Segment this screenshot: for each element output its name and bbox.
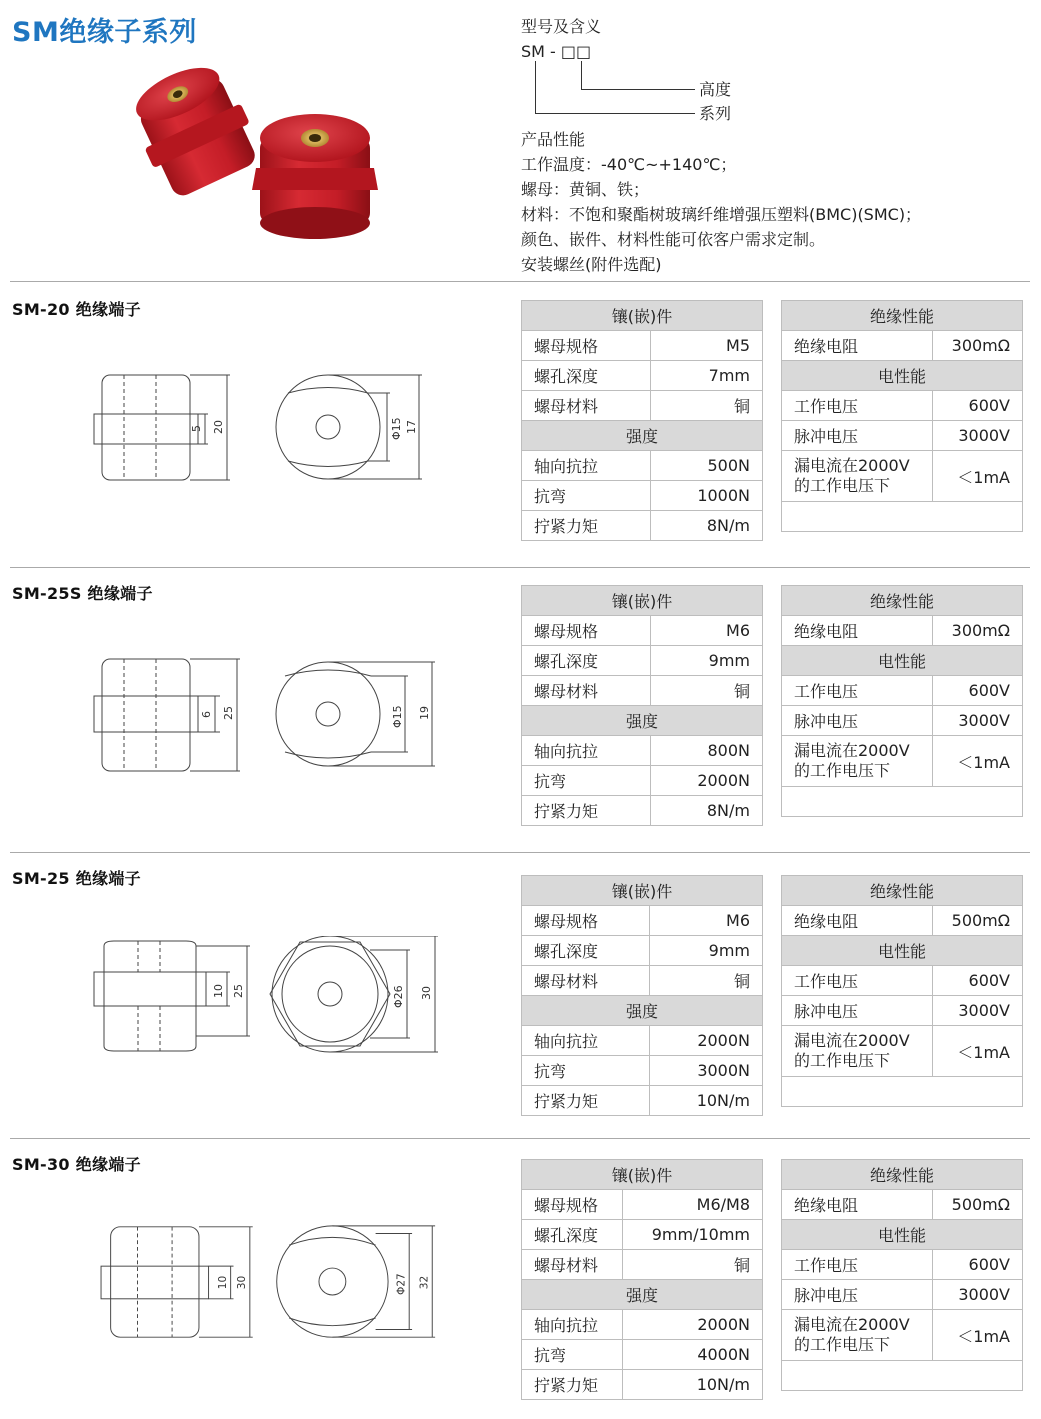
spec-value: 8N/m [650,511,762,541]
insulation-electrical-table [781,585,1023,817]
spec-key: 螺孔深度 [522,936,650,966]
spec-value: 3000V [933,421,1023,451]
section-divider [10,281,1030,282]
spec-value: 500N [650,451,762,481]
product-photo [128,58,388,248]
table-row [782,906,1023,936]
spec-value: 300mΩ [933,616,1023,646]
model-label-series: 系列 [699,104,732,123]
table-row [522,1220,763,1250]
spec-value: 500mΩ [933,1190,1023,1220]
dim-side-inner: 10 [216,1275,229,1290]
dim-top-height: 17 [405,420,418,434]
perf-line: 工作温度：-40℃~+140℃； [521,155,737,174]
table-row [782,421,1023,451]
intro-block [521,14,1021,277]
empty-row [782,1361,1023,1391]
spec-key: 轴向抗拉 [522,451,651,481]
spec-key: 拧紧力矩 [522,796,651,826]
empty-row [782,1077,1023,1107]
spec-value: 600V [933,1250,1023,1280]
table-row [782,391,1023,421]
spec-key: 工作电压 [782,391,933,421]
insert-strength-table [521,585,763,826]
spec-key [782,451,933,502]
table-row [522,616,763,646]
spec-key: 抗弯 [522,481,651,511]
spec-key: 螺母规格 [522,331,651,361]
empty-row [782,502,1023,532]
section-divider [10,567,1030,568]
spec-value: M6 [650,906,763,936]
section-title: SM-30 绝缘端子 [12,1155,141,1174]
insulation-header: 绝缘性能 [782,586,1023,616]
spec-value: 2000N [650,766,762,796]
insert-header: 镶(嵌)件 [522,1160,763,1190]
insert-strength-table [521,875,763,1116]
section-title: SM-20 绝缘端子 [12,300,141,319]
dim-top-dia: Φ26 [392,985,405,1008]
spec-value: M6 [650,616,762,646]
table-row [782,1190,1023,1220]
section-title: SM-25S 绝缘端子 [12,584,153,603]
spec-value: 3000V [933,996,1023,1026]
spec-key: 脉冲电压 [782,1280,933,1310]
strength-header: 强度 [522,706,763,736]
table-row [782,996,1023,1026]
dim-top-height: 19 [418,706,431,720]
electrical-header: 电性能 [782,936,1023,966]
leak-key-line1: 漏电流在2000V [794,456,910,475]
dim-side-inner: 10 [212,984,225,998]
dimension-drawing [90,1222,450,1342]
spec-key: 螺母材料 [522,391,651,421]
dimension-drawing [90,654,450,774]
table-row [522,1026,763,1056]
spec-key: 轴向抗拉 [522,1026,650,1056]
electrical-header: 电性能 [782,1220,1023,1250]
table-row [782,1280,1023,1310]
spec-value: 600V [933,391,1023,421]
table-row [782,616,1023,646]
dimension-drawing [90,936,450,1056]
table-row [522,1190,763,1220]
spec-key: 拧紧力矩 [522,1370,623,1400]
perf-heading: 产品性能 [521,130,586,149]
spec-value: 铜 [650,391,762,421]
spec-key: 螺母材料 [522,676,651,706]
spec-key: 螺母规格 [522,906,650,936]
leak-key-line1: 漏电流在2000V [794,1031,910,1050]
model-bracket-height [581,61,582,89]
spec-value: M6/M8 [623,1190,763,1220]
insert-strength-table [521,300,763,541]
perf-line: 材料：不饱和聚酯树玻璃纤维增强压塑料(BMC)(SMC)； [521,205,922,224]
model-code-diagram [521,39,761,123]
dim-side-inner: 5 [190,425,203,432]
dim-top-dia: Φ15 [390,417,403,440]
spec-key: 拧紧力矩 [522,511,651,541]
leak-key-line2: 的工作电压下 [794,1335,891,1354]
table-row [522,451,763,481]
strength-header: 强度 [522,996,763,1026]
electrical-header: 电性能 [782,646,1023,676]
spec-value: 2000N [623,1310,763,1340]
table-row [522,1310,763,1340]
spec-key: 脉冲电压 [782,706,933,736]
perf-line: 安装螺丝(附件选配) [521,255,662,274]
spec-key [782,736,933,787]
table-row [782,706,1023,736]
model-bracket-series [535,61,536,113]
table-row [782,1310,1023,1361]
spec-value: 铜 [623,1250,763,1280]
table-row [522,1340,763,1370]
spec-key: 螺孔深度 [522,646,651,676]
spec-value: 500mΩ [933,906,1023,936]
leak-key-line2: 的工作电压下 [794,476,891,495]
table-row [522,511,763,541]
table-row [782,966,1023,996]
spec-value: 3000V [933,706,1023,736]
table-row [522,1056,763,1086]
dim-side-inner: 6 [200,711,213,718]
spec-value: 2000N [650,1026,763,1056]
table-row [782,736,1023,787]
spec-key: 绝缘电阻 [782,331,933,361]
leak-key-line1: 漏电流在2000V [794,741,910,760]
spec-value: 800N [650,736,762,766]
insulation-header: 绝缘性能 [782,876,1023,906]
model-series-leader [535,113,695,114]
table-row [522,1250,763,1280]
strength-header: 强度 [522,421,763,451]
spec-key: 工作电压 [782,966,933,996]
insulation-electrical-table [781,300,1023,532]
spec-key: 抗弯 [522,1340,623,1370]
table-row [522,676,763,706]
spec-key: 绝缘电阻 [782,906,933,936]
spec-key: 工作电压 [782,1250,933,1280]
spec-value: 9mm/10mm [623,1220,763,1250]
insulation-electrical-table [781,875,1023,1107]
dim-top-dia: Φ27 [395,1273,408,1295]
table-row [522,766,763,796]
spec-value: 3000N [650,1056,763,1086]
spec-key: 螺母材料 [522,966,650,996]
table-row [782,331,1023,361]
spec-key: 轴向抗拉 [522,1310,623,1340]
spec-key: 螺母规格 [522,616,651,646]
insert-header: 镶(嵌)件 [522,301,763,331]
spec-key: 螺孔深度 [522,1220,623,1250]
spec-key [782,1026,933,1077]
spec-value: ＜1mA [933,1026,1023,1077]
model-heading: 型号及含义 [521,17,602,36]
spec-key: 螺母规格 [522,1190,623,1220]
dim-side-height: 25 [222,706,235,720]
dim-top-height: 32 [418,1275,431,1290]
table-row [522,736,763,766]
model-label-height: 高度 [699,80,732,99]
model-height-leader [581,89,695,90]
spec-key: 绝缘电阻 [782,1190,933,1220]
spec-value: ＜1mA [933,1310,1023,1361]
spec-key: 抗弯 [522,1056,650,1086]
table-row [522,361,763,391]
dim-side-height: 30 [236,1275,249,1290]
spec-key: 脉冲电压 [782,421,933,451]
spec-value: 7mm [650,361,762,391]
spec-value: 1000N [650,481,762,511]
spec-value: 9mm [650,646,762,676]
model-code: SM - □□ [521,42,592,61]
spec-value: 铜 [650,966,763,996]
empty-row [782,787,1023,817]
table-row [522,796,763,826]
spec-key: 拧紧力矩 [522,1086,650,1116]
spec-value: 300mΩ [933,331,1023,361]
dim-top-height: 30 [420,986,433,1000]
dimension-drawing [90,370,450,490]
spec-value: 600V [933,676,1023,706]
table-row [782,676,1023,706]
spec-value: 10N/m [650,1086,763,1116]
table-row [782,1026,1023,1077]
insulation-header: 绝缘性能 [782,301,1023,331]
spec-value: 铜 [650,676,762,706]
section-divider [10,1138,1030,1139]
spec-value: M5 [650,331,762,361]
dim-side-height: 20 [212,420,225,434]
spec-key: 抗弯 [522,766,651,796]
spec-key: 绝缘电阻 [782,616,933,646]
table-row [782,1250,1023,1280]
table-row [522,1086,763,1116]
insert-header: 镶(嵌)件 [522,586,763,616]
spec-value: 600V [933,966,1023,996]
spec-value: 3000V [933,1280,1023,1310]
table-row [522,1370,763,1400]
spec-key: 工作电压 [782,676,933,706]
electrical-header: 电性能 [782,361,1023,391]
strength-header: 强度 [522,1280,763,1310]
leak-key-line1: 漏电流在2000V [794,1315,910,1334]
spec-key: 螺孔深度 [522,361,651,391]
table-row [522,391,763,421]
spec-value: ＜1mA [933,736,1023,787]
spec-key: 螺母材料 [522,1250,623,1280]
table-row [522,331,763,361]
spec-key: 脉冲电压 [782,996,933,1026]
table-row [522,966,763,996]
perf-line: 螺母：黄铜、铁； [521,180,650,199]
leak-key-line2: 的工作电压下 [794,1051,891,1070]
dim-side-height: 25 [232,984,245,998]
section-divider [10,852,1030,853]
spec-value: 8N/m [650,796,762,826]
spec-value: 4000N [623,1340,763,1370]
insert-strength-table [521,1159,763,1400]
spec-value: ＜1mA [933,451,1023,502]
insulation-electrical-table [781,1159,1023,1391]
table-row [522,906,763,936]
dim-top-dia: Φ15 [391,705,404,728]
table-row [522,646,763,676]
perf-line: 颜色、嵌件、材料性能可依客户需求定制。 [521,230,826,249]
table-row [782,451,1023,502]
table-row [522,936,763,966]
section-title: SM-25 绝缘端子 [12,869,141,888]
spec-value: 10N/m [623,1370,763,1400]
spec-key: 轴向抗拉 [522,736,651,766]
page-title: SM绝缘子系列 [12,17,197,48]
leak-key-line2: 的工作电压下 [794,761,891,780]
spec-key [782,1310,933,1361]
spec-value: 9mm [650,936,763,966]
insulation-header: 绝缘性能 [782,1160,1023,1190]
insert-header: 镶(嵌)件 [522,876,763,906]
table-row [522,481,763,511]
